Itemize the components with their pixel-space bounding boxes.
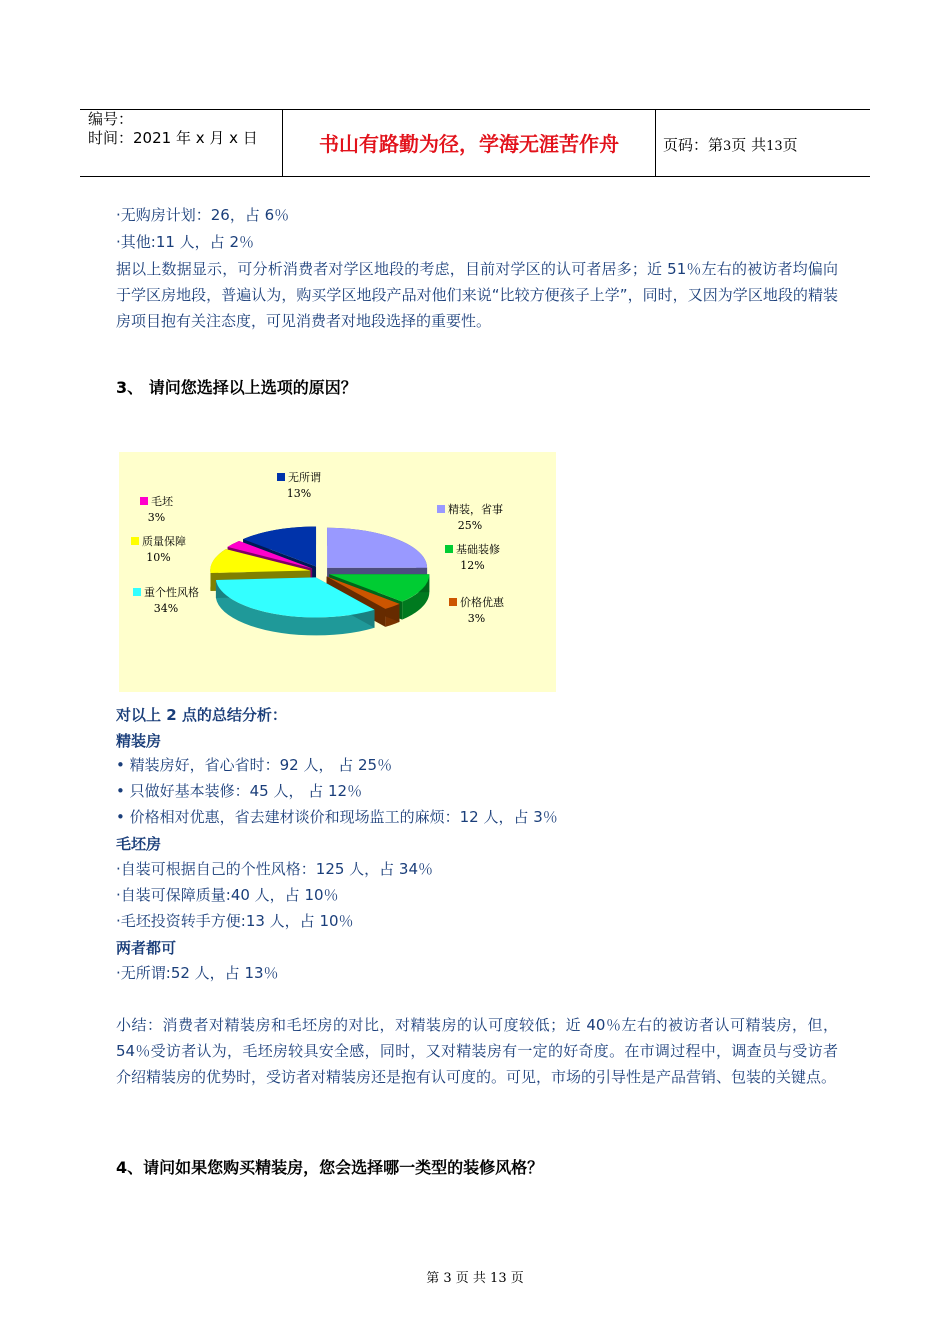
list-item: • 精装房好，省心省时：92 人， 占 25％ <box>116 756 393 774</box>
legend-swatch <box>277 473 285 481</box>
list-item: ·毛坯投资转手方便:13 人，占 10％ <box>116 912 354 930</box>
list-item: ·自装可根据自己的个性风格：125 人，占 34％ <box>116 860 434 878</box>
page-label-prefix: 页码：第 <box>663 136 724 154</box>
list-item: • 只做好基本装修：45 人， 占 12％ <box>116 782 363 800</box>
legend-label: 重个性风格 <box>144 586 199 599</box>
header-time-label: 时间：2021 年 x 月 x 日 <box>88 129 258 147</box>
top-line-other: ·其他:11 人，占 2％ <box>116 233 254 251</box>
list-item: ·自装可保障质量:40 人，占 10％ <box>116 886 339 904</box>
group-both-title: 两者都可 <box>116 939 177 957</box>
top-line-no-plan: ·无购房计划：26，占 6％ <box>116 206 290 224</box>
pie-chart <box>119 452 556 692</box>
group-maopi-title: 毛坯房 <box>116 835 162 853</box>
header-divider-right <box>655 109 656 176</box>
analysis-paragraph: 据以上数据显示，可分析消费者对学区地段的考虑，目前对学区的认可者居多；近 51％左右的被访者均偏向于学区房地段，普遍认为，购买学区地段产品对他们来说“比较方便孩子上学”，同时，又因为学区地段的精装房项目抱有关注态度，可见消费者对地段选择的重要性。 <box>116 260 838 330</box>
legend-swatch <box>445 545 453 553</box>
page-current: 3 <box>723 139 732 154</box>
conclusion-paragraph: 小结：消费者对精装房和毛坯房的对比，对精装房的认可度较低；近 40％左右的被访者认可精装房，但，54％受访者认为，毛坯房较具安全感，同时，又对精装房有一定的好奇度。在市调过程中，调查员与受访者介绍精装房的优势时，受访者对精装房还是抱有认可度的。可见，市场的引导性是产品营销、包装的关键点。 <box>116 1016 838 1086</box>
legend-pct: 25% <box>457 519 483 532</box>
legend-pct: 3% <box>467 612 486 625</box>
page-label-mid: 页 共 <box>731 136 767 154</box>
legend-label: 基础装修 <box>456 543 500 556</box>
header-motto: 书山有路勤为径，学海无涯苦作舟 <box>319 132 619 156</box>
legend-label: 精装，省事 <box>448 503 503 516</box>
legend-swatch <box>131 537 139 545</box>
legend-pct: 12% <box>460 559 485 572</box>
legend-jingzhuang <box>437 502 503 534</box>
page-label-suffix: 页 <box>782 136 798 154</box>
pie-slice <box>327 528 427 568</box>
header-bottom-border <box>80 176 870 177</box>
summary-heading: 对以上 2 点的总结分析： <box>116 706 287 724</box>
legend-label: 毛坯 <box>151 495 173 508</box>
header-page-info <box>663 134 798 155</box>
legend-pct: 34% <box>153 602 179 615</box>
legend-pct: 13% <box>286 487 312 500</box>
page-footer: 第 3 页 共 13 页 <box>426 1271 524 1286</box>
question-3-heading: 3、 请问您选择以上选项的原因？ <box>116 378 357 397</box>
legend-gexing <box>133 585 199 617</box>
legend-maopi <box>140 494 173 526</box>
legend-wusuowei <box>277 470 321 502</box>
group-jingzhuang-title: 精装房 <box>116 732 162 750</box>
legend-swatch <box>449 598 457 606</box>
list-item: • 价格相对优惠，省去建材谈价和现场监工的麻烦：12 人，占 3％ <box>116 808 558 826</box>
legend-jichu <box>445 542 500 574</box>
list-item: ·无所谓:52 人，占 13％ <box>116 964 279 982</box>
legend-swatch <box>140 497 148 505</box>
page-total: 13 <box>766 139 783 154</box>
header-number-label: 编号： <box>88 110 134 128</box>
legend-swatch <box>133 588 141 596</box>
legend-label: 价格优惠 <box>460 596 504 609</box>
legend-zhiliang <box>131 534 186 566</box>
question-4-heading: 4、请问如果您购买精装房，您会选择哪一类型的装修风格？ <box>116 1158 544 1177</box>
header-info <box>88 110 258 148</box>
legend-pct: 3% <box>147 511 166 524</box>
legend-swatch <box>437 505 445 513</box>
legend-jiage <box>449 595 504 627</box>
legend-pct: 10% <box>146 551 171 564</box>
legend-label: 无所谓 <box>288 471 321 484</box>
legend-label: 质量保障 <box>142 535 186 548</box>
